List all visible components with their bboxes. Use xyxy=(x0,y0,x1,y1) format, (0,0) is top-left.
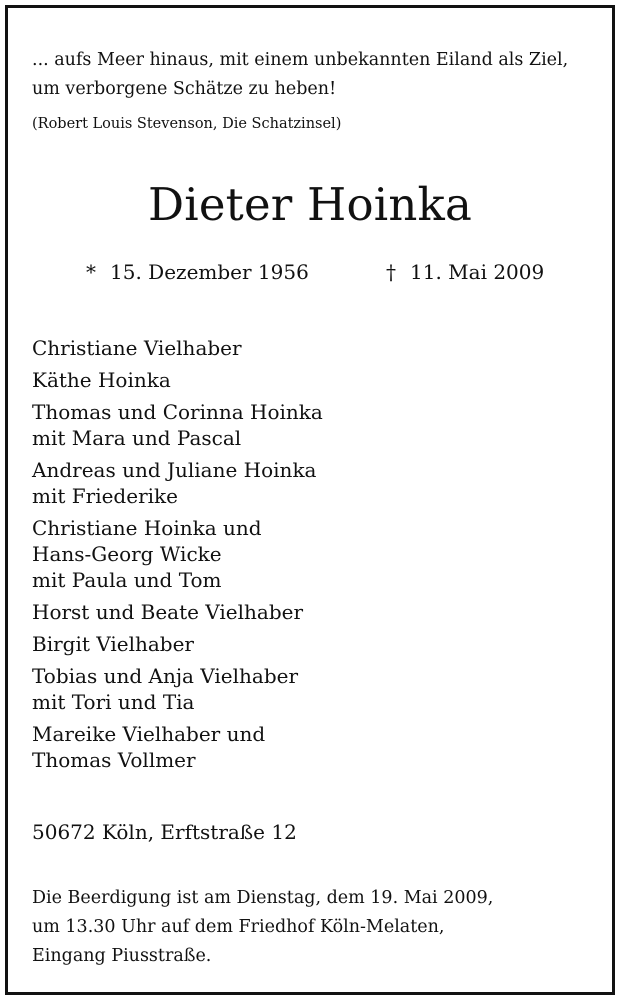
deceased-name: Dieter Hoinka xyxy=(147,178,473,231)
mourner-name: Käthe Hoinka xyxy=(32,368,171,392)
mourner-name: mit Friederike xyxy=(32,484,178,508)
funeral-line: um 13.30 Uhr auf dem Friedhof Köln-Melaten, xyxy=(32,917,445,937)
mourner-entry xyxy=(32,599,323,625)
funeral-line: Die Beerdigung ist am Dienstag, dem 19. Mai 2009, xyxy=(32,888,494,908)
mourner-name: Tobias und Anja Vielhaber xyxy=(32,664,299,688)
family-address: 50672 Köln, Erftstraße 12 xyxy=(32,820,297,844)
birth-star-icon: * xyxy=(86,260,96,284)
birth-date-line xyxy=(86,260,309,284)
mourners-list xyxy=(32,335,323,779)
quote-source: (Robert Louis Stevenson, Die Schatzinsel) xyxy=(32,116,342,132)
mourner-entry xyxy=(32,457,323,509)
mourner-entry xyxy=(32,663,323,715)
obituary-notice xyxy=(5,5,615,995)
death-cross-icon: † xyxy=(386,260,396,284)
mourner-entry xyxy=(32,631,323,657)
mourner-name: Thomas Vollmer xyxy=(32,748,196,772)
funeral-line: Eingang Piusstraße. xyxy=(32,946,212,966)
mourner-entry xyxy=(32,367,323,393)
death-date-line xyxy=(386,260,544,284)
death-date: 11. Mai 2009 xyxy=(410,260,545,284)
mourner-entry xyxy=(32,335,323,361)
mourner-name: Mareike Vielhaber und xyxy=(32,722,266,746)
mourner-entry xyxy=(32,515,323,593)
mourner-name: mit Paula und Tom xyxy=(32,568,222,592)
mourner-name: mit Mara und Pascal xyxy=(32,426,242,450)
mourner-name: Christiane Hoinka und xyxy=(32,516,262,540)
epigraph-quote xyxy=(32,46,568,104)
mourner-name: Hans-Georg Wicke xyxy=(32,542,222,566)
funeral-details xyxy=(32,884,493,971)
quote-line: um verborgene Schätze zu heben! xyxy=(32,79,337,99)
quote-line: ... aufs Meer hinaus, mit einem unbekannten Eiland als Ziel, xyxy=(32,50,569,70)
mourner-name: Andreas und Juliane Hoinka xyxy=(32,458,317,482)
mourner-entry xyxy=(32,399,323,451)
mourner-name: Thomas und Corinna Hoinka xyxy=(32,400,323,424)
mourner-entry xyxy=(32,721,323,773)
mourner-name: mit Tori und Tia xyxy=(32,690,195,714)
birth-date: 15. Dezember 1956 xyxy=(110,260,309,284)
mourner-name: Christiane Vielhaber xyxy=(32,336,242,360)
mourner-name: Horst und Beate Vielhaber xyxy=(32,600,304,624)
mourner-name: Birgit Vielhaber xyxy=(32,632,194,656)
